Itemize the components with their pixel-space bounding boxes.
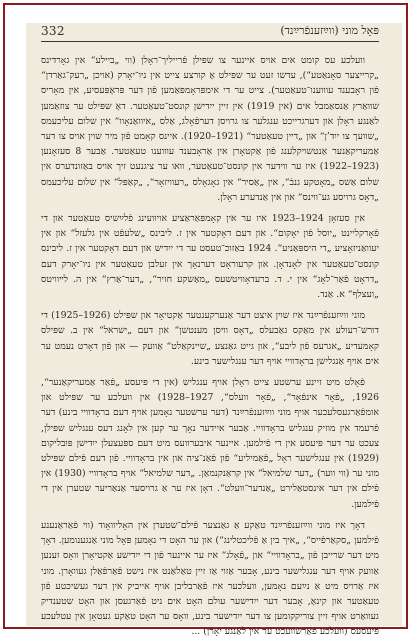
paragraph: פֿאָלט מיט זיינע ערשטע צייט ראָלן אויף ענגליש (אין די פּיעסע „פֿאַר אַמעריקאַנער“, 1926, „פֿאָר אינפֿאָר“, „פֿאָר וועלס“, 1927–1928) אין וועלכע ער שפּילט און אומפֿאַרגעסלעכער אויף מוני ווײַזענפֿרײַנד (דער ערשטער נאָמען אויף דעם בראָדוויי בינע) דער פֿרעמד אין מוזיק ענגליש בראָדוויי. אַבער איידער נאָך ער קען אין לאָנג דעס ענגליש שפּילן, צעכט ער דער פּיעסע אין די פֿילמען. איינער איבערוועס מיט דעם ספּעצעלן ייִדישן פּובליקום (1929) אין ענגלישער ראָל „פֿאַמיליע“ פֿון פֿאַנ־ציה און אין בראָדוויי. פֿון דעם פֿילם שפּילט מוני ער (ווי ווער) „דער שלמיאל“ אין קראַנקנמאַן. „דער שלמיאל“ אויף בראָדוויי (1930) אין פֿילם אין דער אינסטאַלירט „אַנדער־וועלט“. דאָן איז ער אַ גרויסער אַנאַריער שטערן אין די פֿילמען. bbox=[41, 377, 379, 510]
paragraph: מוני ווײַזענפֿרײַנד איז שוין איצט דער אַנערקענטער אַקטיאָר און שפּילט (1926–1925) די דורש־רעולע אין מאַקס גאַבעלס „דאָס וויסן מענטשן“ און דעם „ישראל“ אין ב. שפּילס קאָמעדיע „אגרעס פֿון ליבע“, און גייט גאַנצע „שיינקאַלט“ אַוועק — און פֿון דאָרט נעמט ער אים אויף אַנגלישן בראָדוויי אויף דער ענגלישער בינע. bbox=[41, 310, 379, 367]
paragraph: אין סעזאָן 1924–1923 איז ער אין קאָמפּאַראַציע אויוועינג פֿלײַשיס טעאַטער און די פֿאָרקליינט „יוסל פֿון יאָקום“. און דעם דאָקטער אין ז. ליבינס „שלעפֿט אין גלעזל“ און אין יעוואַניזאָציע „די היספּאַניע“. 1924 באַזוכ־טעסט ער די ייִדיש און דעם דאָקטער אין ז. ליבינס קונסט־טעאַטער אין לאָנדאָן. און קרעוראָט דערנאָך אין זעלבן טעאַטער אין ניו־יאָרק דעם „דראָט פֿאַר־לאָג“ אין י. ד. ברעדאָוויטשעס „מאַשקע חזיר“, „דער־אַרץ“ אין ה. לײוויטס „ועצלף“ א. אַנד. bbox=[41, 213, 379, 301]
book-page bbox=[26, 23, 402, 638]
paragraph: וועלכע עס קומט אים אויס איינער צו שפּילן פֿרייליך־ראָלן (ווי „ביילע“ אין גאָרדינס „קרייצער סאָנאַטע“), עדשו זעט ער שפּילט אָ קורצע צייט אין ניו־יאָרק (אויכן „רעק־גאַרדן“ פֿון ראָבענד עוווענו־טעאַטער). צייט ער די אימפּראָמפּאַמען פֿון דער פּראָפּעסיע, אין מאָריס שוואַרץ אַנסאַמבל אים (אין 1919) אין זיין ייִדישן קונסט־טעאַטער. דאָ שפּילט ער צוזאַמען לאַנגע ראָלן און דערגרייכט ענגלער צו גרויסן דערפֿאָלג, אַלס „איוואַנאָוו“ אין שלום עליכעמס „שוועך צו ייִד’ן“ און „דיין טעאַטער“ (1921–1920). איינס קאָמט פֿון מיר שוין אויס צו דער אַמעריקאַנער אַנטשויקלענג פֿון אַקטאָרן אין אַראָבענד עוווענו טעאַטער. אַבער 8 סעזאָנען (1923–1922) איז ער ווידער אין קונסט־טעאַטער, וואו ער ציגנעט זיך אויס באַזונדערס אין שלום אַשס „מאָטקע גנבֿ“, אין „אַסיר“ אין גאָגאָלס „רעוויזאָר“, „קאַפּל“ אין שלום עליכעמס „דאָס גרויסע גע־ווינס“ און אין אַנדערע ראָלן. bbox=[41, 55, 379, 203]
body-text bbox=[41, 53, 379, 640]
page-number: 332 bbox=[41, 24, 65, 38]
image-frame bbox=[3, 3, 408, 638]
paragraph: דאָך איז מוני ווײַזענפֿרײַנד טאַקע אַ גאַנצער פֿילם־שטערן אין האָליוואָוד (ווי פֿאַראַנענע פֿילמען „סקאַרפֿייס“, „איך בין אַ פֿליכטלינג“) און ער האָט די נאָמען פּאָל מוני אַנגענומען. דאָך מיט דער שרייבן פֿון „בראָדוויי“ און „פֿאָלג“ איז ער איינער פֿון די ייִדישע אַקטיאָרן וואָס זענען אַוועק אויף דער ענגלישער בינע, אָבער אַזוי אַז זיין טאַלאַנט איז נישט פֿאַרפֿאַלן געוואָרן. מוני איז אַרויס מיט אַ נײַעם נאָמען, וועלכער איז פֿאַרבליבן אויף אייביק אין דער געשיכטע פֿון טעאַטער און קינאָ, אָבער דער ייִדישער עולם האָט אים ניט פֿאַרגעסן און האָט שטענדיק געוואַרט אויף זיין צוריקקומען צו דער ייִדישער בינע, וואָס ער האָט טאַקע געטאָן אין עטלעכע פּיעסעס (וועלכע פֿאַרשוועכט ער אין לאַנגע יאָרן) ... bbox=[41, 519, 379, 638]
running-title: פּאָל מוני (ווײַזענפֿרײַנד) bbox=[280, 24, 379, 37]
running-head bbox=[41, 23, 379, 42]
